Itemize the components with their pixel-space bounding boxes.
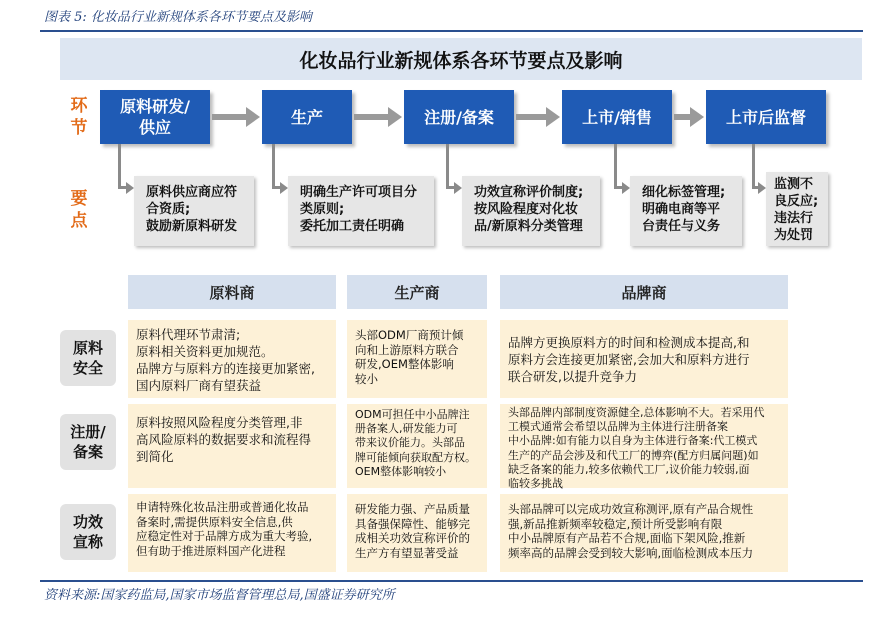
cell-registration-supplier xyxy=(128,404,336,488)
row-label-material-safety xyxy=(60,330,116,386)
cell-line: 研发能力强、产品质量 xyxy=(355,502,470,516)
cell-material-safety-manufacturer xyxy=(347,320,487,398)
key-point-line: 明确电商等平 xyxy=(642,202,721,217)
key-point-line: 品/新原料分类管理 xyxy=(474,219,583,234)
stage-label-line: 上市后监督 xyxy=(725,107,806,127)
stage-label-line: 生产 xyxy=(290,107,323,127)
cell-material-safety-brand xyxy=(500,320,788,398)
flow-arrow-shaft xyxy=(354,114,388,120)
cell-line: 牌可能倾向获取配方权。 xyxy=(355,450,476,464)
row-label-line: 安全 xyxy=(72,359,103,377)
cell-line: 频率高的品牌会受到较大影响,面临检测成本压力 xyxy=(508,545,754,560)
cell-line: 强,新品推新频率较稳定,预计所受影响有限 xyxy=(508,516,723,531)
row-label-registration xyxy=(60,414,116,470)
connector-arrow xyxy=(126,182,134,194)
key-point-line: 监测不 xyxy=(774,177,814,192)
cell-line: 应稳定性对于品牌方成为重大考验, xyxy=(136,529,313,544)
flow-arrow-shaft xyxy=(212,114,246,120)
key-point-line: 合资质; xyxy=(146,202,191,217)
cell-line: 具备强保障性、能够完 xyxy=(355,516,470,531)
stage-registration xyxy=(404,90,514,144)
flow-arrow-head xyxy=(388,107,402,127)
cell-registration-manufacturer xyxy=(347,404,487,488)
key-point-line: 为处罚 xyxy=(774,228,814,243)
connector-arrow xyxy=(622,182,630,194)
cell-registration-brand xyxy=(500,404,788,491)
cell-line: 原料相关资料更加规范。 xyxy=(136,344,274,359)
connector-arrow xyxy=(454,182,462,194)
row-label-line: 宣称 xyxy=(72,533,103,551)
row-label-efficacy-claims xyxy=(60,504,116,560)
key-point-line: 原料供应商应符 xyxy=(146,185,238,200)
key-point-production xyxy=(288,176,434,246)
figure-caption: 图表 5: 化妆品行业新规体系各环节要点及影响 xyxy=(44,10,312,25)
key-point-material xyxy=(134,176,254,246)
cell-line: 高风险原料的数据要求和流程得 xyxy=(136,432,312,447)
stage-market-sales xyxy=(562,90,672,144)
connector-line xyxy=(118,144,121,189)
cell-line: 带来议价能力。头部品 xyxy=(355,436,465,450)
cell-line: 头部ODM厂商预计倾 xyxy=(355,328,464,342)
cell-line: 原料代理环节肃清; xyxy=(136,327,241,342)
key-point-line: 鼓励新原料研发 xyxy=(146,219,238,234)
cell-line: 联合研发,以提升竞争力 xyxy=(508,369,637,384)
row-label-line: 原料 xyxy=(72,339,103,357)
cell-line: ODM可担任中小品牌注 xyxy=(355,408,470,421)
stage-post-market xyxy=(706,90,826,144)
cell-line: 到简化 xyxy=(136,449,174,464)
key-point-registration xyxy=(462,176,600,246)
stage-label-line: 原料研发/ xyxy=(120,97,190,116)
column-header-material-supplier: 原料商 xyxy=(128,275,336,309)
cell-efficacy-supplier xyxy=(128,494,336,572)
key-point-line: 细化标签管理; xyxy=(642,185,726,200)
flow-arrow-shaft xyxy=(516,114,546,120)
cell-line: 向和上游原料方联合 xyxy=(355,342,459,357)
stage-side-label: 环节 xyxy=(70,96,88,138)
top-rule xyxy=(40,30,863,32)
source-note: 资料来源:国家药监局,国家市场监督管理总局,国盛证券研究所 xyxy=(44,588,395,603)
connector-line xyxy=(272,144,275,189)
cell-line: 生产方有望显著受益 xyxy=(355,545,459,560)
key-point-line: 按风险程度对化妆 xyxy=(474,202,579,217)
key-point-line: 明确生产许可项目分 xyxy=(300,185,418,200)
key-point-line: 类原则; xyxy=(300,202,345,217)
cell-efficacy-manufacturer xyxy=(347,494,487,572)
connector-line xyxy=(446,186,454,189)
cell-line: 中小品牌原有产品若不合规,面临下架风险,推新 xyxy=(508,531,746,546)
points-side-label: 要点 xyxy=(70,189,88,231)
flow-arrow-head xyxy=(246,107,260,127)
connector-line xyxy=(614,144,617,189)
stage-material-rd xyxy=(100,90,210,144)
cell-line: 生产的产品会涉及和代工厂的博弈(配方归属问题)如 xyxy=(508,448,759,462)
cell-line: 研发,OEM整体影响 xyxy=(355,357,454,372)
cell-line: 工模式通常会希望以品牌为主体进行注册备案 xyxy=(508,420,728,434)
cell-line: 但有助于推进原料国产化进程 xyxy=(136,543,286,558)
cell-material-safety-supplier xyxy=(128,320,336,398)
cell-line: 临较多挑战 xyxy=(508,477,563,491)
connector-line xyxy=(446,144,449,189)
row-label-line: 功效 xyxy=(72,513,103,531)
key-point-post-market xyxy=(766,172,828,246)
cell-line: 备案时,需提供原料安全信息,供 xyxy=(136,514,293,529)
column-header-manufacturer: 生产商 xyxy=(347,275,487,309)
stage-label-line: 供应 xyxy=(138,118,171,137)
connector-line xyxy=(118,186,126,189)
connector-arrow xyxy=(280,182,288,194)
stage-label-line: 上市/销售 xyxy=(582,107,652,127)
cell-line: 申请特殊化妆品注册或普通化妆品 xyxy=(136,500,309,514)
cell-line: 品牌方更换原料方的时间和检测成本提高,和 xyxy=(508,335,750,350)
row-label-line: 注册/ xyxy=(70,423,106,441)
cell-line: 原料方会连接更加紧密,会加大和原料方进行 xyxy=(508,352,750,367)
connector-line xyxy=(272,186,280,189)
cell-line: 头部品牌内部制度资源健全,总体影响不大。若采用代 xyxy=(508,406,765,419)
cell-line: OEM整体影响较小 xyxy=(355,464,447,478)
flow-arrow-head xyxy=(546,107,560,127)
connector-line xyxy=(614,186,622,189)
key-point-line: 台责任与义务 xyxy=(642,219,721,234)
cell-efficacy-brand xyxy=(500,494,788,572)
cell-line: 国内原料厂商有望获益 xyxy=(136,378,262,393)
key-point-line: 良反应; xyxy=(774,194,819,209)
cell-line: 缺乏备案的能力,较多依赖代工厂,议价能力较弱,面 xyxy=(508,462,750,476)
key-point-line: 委托加工责任明确 xyxy=(300,219,405,234)
cell-line: 品牌方与原料方的连接更加紧密, xyxy=(136,361,315,376)
flow-arrow-shaft xyxy=(674,114,690,120)
cell-line: 原料按照风险程度分类管理,非 xyxy=(136,415,303,430)
stage-label-line: 注册/备案 xyxy=(424,107,494,127)
column-header-brand: 品牌商 xyxy=(500,275,788,309)
stage-production xyxy=(262,90,352,144)
bottom-rule xyxy=(40,580,863,582)
row-label-line: 备案 xyxy=(72,443,103,461)
cell-line: 头部品牌可以完成功效宣称测评,原有产品合规性 xyxy=(508,502,754,516)
connector-arrow xyxy=(758,182,766,194)
connector-line xyxy=(752,144,755,189)
flow-arrow-head xyxy=(690,107,704,127)
key-point-line: 违法行 xyxy=(774,211,814,226)
diagram-title: 化妆品行业新规体系各环节要点及影响 xyxy=(60,38,862,80)
key-point-line: 功效宣称评价制度; xyxy=(474,185,584,200)
cell-line: 册备案人,研发能力可 xyxy=(355,422,458,436)
cell-line: 较小 xyxy=(355,371,378,386)
cell-line: 成相关功效宣称评价的 xyxy=(355,531,470,546)
cell-line: 中小品牌:如有能力以自身为主体进行备案:代工模式 xyxy=(508,434,758,448)
key-point-sales xyxy=(630,176,742,246)
